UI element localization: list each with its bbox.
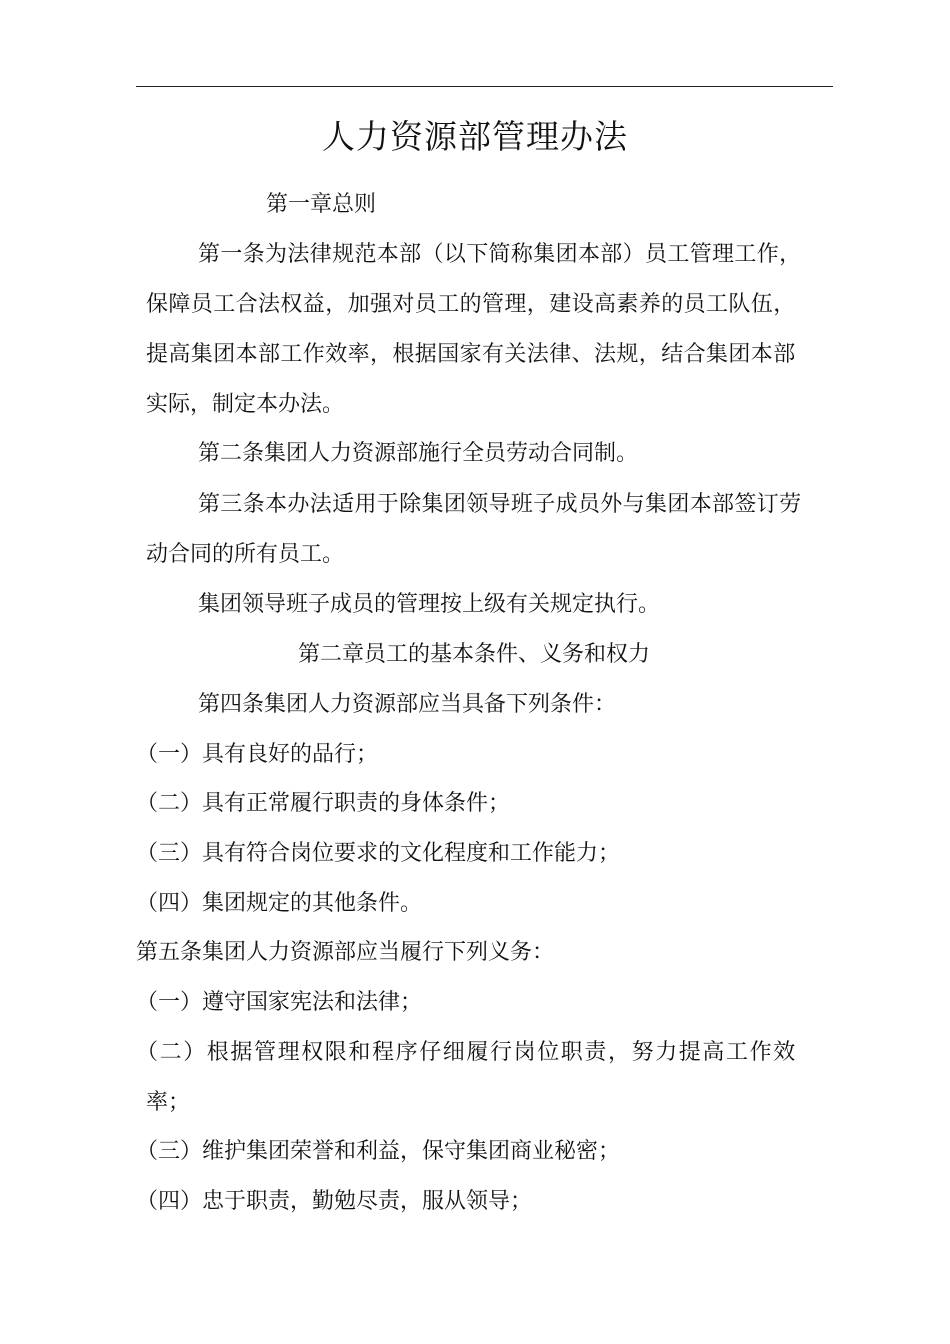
article-2: 第二条集团人力资源部施行全员劳动合同制。 — [198, 441, 639, 466]
article-1-line-3: 提高集团本部工作效率，根据国家有关法律、法规，结合集团本部 — [146, 342, 796, 367]
chapter-1-heading: 第一章总则 — [266, 192, 377, 217]
article-1-line-1: 第一条为法律规范本部（以下简称集团本部）员工管理工作， — [198, 242, 802, 267]
article-4-item: （一）具有良好的品行； — [136, 742, 379, 767]
article-3-line-3: 集团领导班子成员的管理按上级有关规定执行。 — [198, 592, 661, 617]
article-5-item-2-line-1: （二）根据管理权限和程序仔细履行岗位职责，努力提高工作效 — [136, 1040, 797, 1065]
article-1-line-2: 保障员工合法权益，加强对员工的管理，建设高素养的员工队伍， — [146, 292, 796, 317]
article-4-intro: 第四条集团人力资源部应当具备下列条件： — [198, 692, 617, 717]
article-4-item: （四）集团规定的其他条件。 — [136, 891, 423, 916]
document-title: 人力资源部管理办法 — [322, 117, 628, 156]
article-5-intro: 第五条集团人力资源部应当履行下列义务： — [136, 940, 555, 965]
article-1-line-4: 实际，制定本办法。 — [146, 392, 345, 417]
article-3-line-2: 动合同的所有员工。 — [146, 542, 345, 567]
article-5-item-2-line-2: 率； — [146, 1090, 191, 1115]
header-rule — [136, 86, 833, 87]
chapter-2-heading: 第二章员工的基本条件、义务和权力 — [298, 642, 651, 667]
article-3-line-1: 第三条本办法适用于除集团领导班子成员外与集团本部签订劳 — [198, 492, 802, 517]
article-4-item: （二）具有正常履行职责的身体条件； — [136, 791, 511, 816]
article-5-item-4: （四）忠于职责，勤勉尽责，服从领导； — [136, 1189, 533, 1214]
article-4-item: （三）具有符合岗位要求的文化程度和工作能力； — [136, 841, 621, 866]
article-5-item-3: （三）维护集团荣誉和利益，保守集团商业秘密； — [136, 1139, 621, 1164]
article-5-item-1: （一）遵守国家宪法和法律； — [136, 990, 423, 1015]
